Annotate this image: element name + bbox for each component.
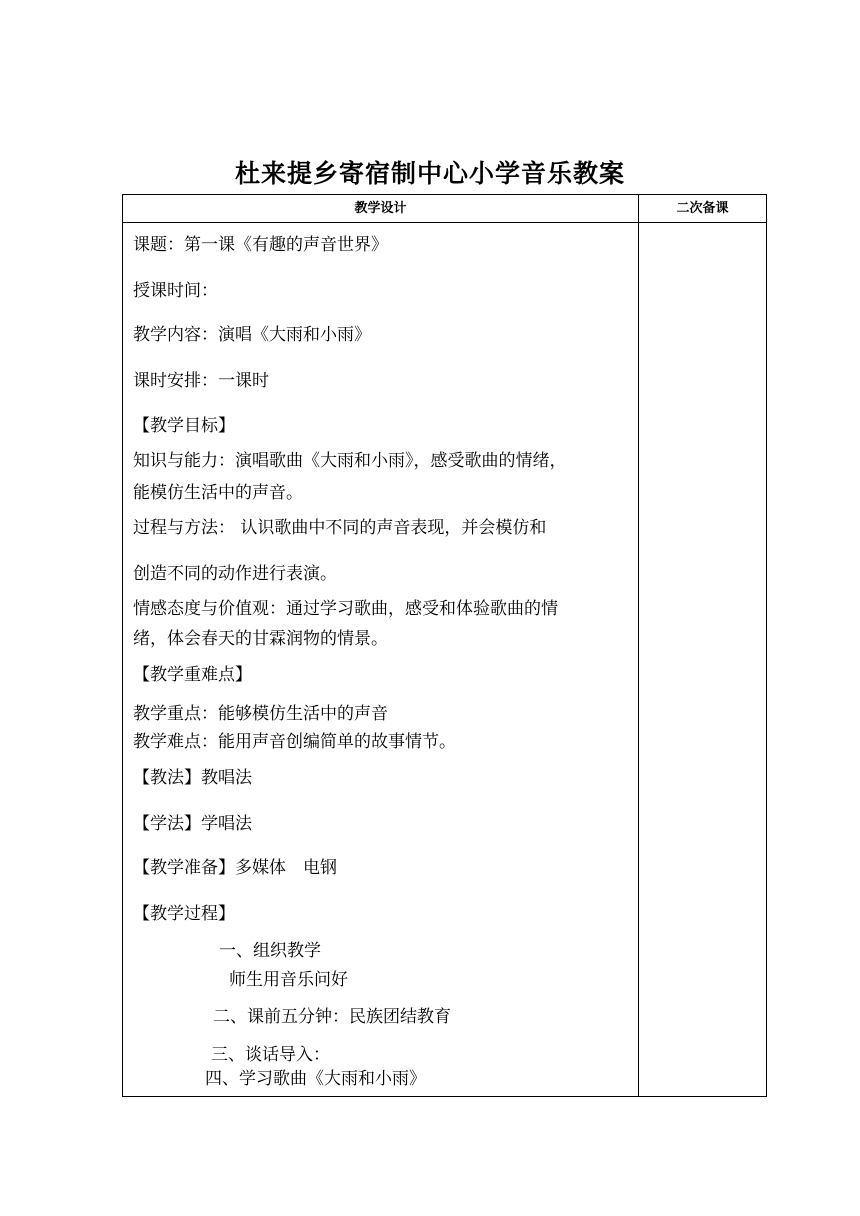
step-organize-detail: 师生用音乐问好 (229, 970, 348, 990)
step-introduction: 三、谈话导入： (211, 1045, 330, 1065)
step-learn-song: 四、学习歌曲《大雨和小雨》 (205, 1069, 426, 1089)
objective-process-line2: 创造不同的动作进行表演。 (133, 564, 337, 584)
objective-emotion-line1: 情感态度与价值观：通过学习歌曲，感受和体验歌曲的情 (133, 599, 558, 619)
step-pre-class: 二、课前五分钟：民族团结教育 (213, 1007, 451, 1027)
column-divider (638, 195, 639, 1096)
objective-process-line1: 过程与方法： 认识歌曲中不同的声音表现，并会模仿和 (133, 518, 547, 538)
objective-emotion-line2: 绪，体会春天的甘霖润物的情景。 (133, 629, 388, 649)
lesson-schedule: 课时安排：一课时 (133, 371, 269, 391)
objective-knowledge-line1: 知识与能力：演唱歌曲《大雨和小雨》，感受歌曲的情绪， (133, 451, 567, 471)
section-objectives: 【教学目标】 (133, 416, 235, 436)
lesson-time: 授课时间： (133, 281, 218, 301)
lesson-content: 教学内容：演唱《大雨和小雨》 (133, 325, 371, 345)
lesson-plan-table (122, 194, 767, 1097)
difficult-point: 教学难点：能用声音创编简单的故事情节。 (133, 732, 456, 752)
teaching-method: 【教法】教唱法 (133, 768, 252, 788)
step-organize: 一、组织教学 (219, 941, 321, 961)
teaching-preparation: 【教学准备】多媒体 电钢 (133, 858, 337, 878)
page-title: 杜来提乡寄宿制中心小学音乐教案 (234, 159, 625, 188)
teaching-design-header: 教学设计 (354, 201, 407, 216)
second-preparation-header: 二次备课 (676, 201, 729, 216)
key-point: 教学重点：能够模仿生活中的声音 (133, 704, 388, 724)
section-key-points: 【教学重难点】 (133, 665, 252, 685)
objective-knowledge-line2: 能模仿生活中的声音。 (133, 483, 303, 503)
lesson-topic: 课题：第一课《有趣的声音世界》 (133, 235, 388, 255)
header-divider (123, 222, 766, 223)
section-process: 【教学过程】 (133, 904, 235, 924)
learning-method: 【学法】学唱法 (133, 814, 252, 834)
